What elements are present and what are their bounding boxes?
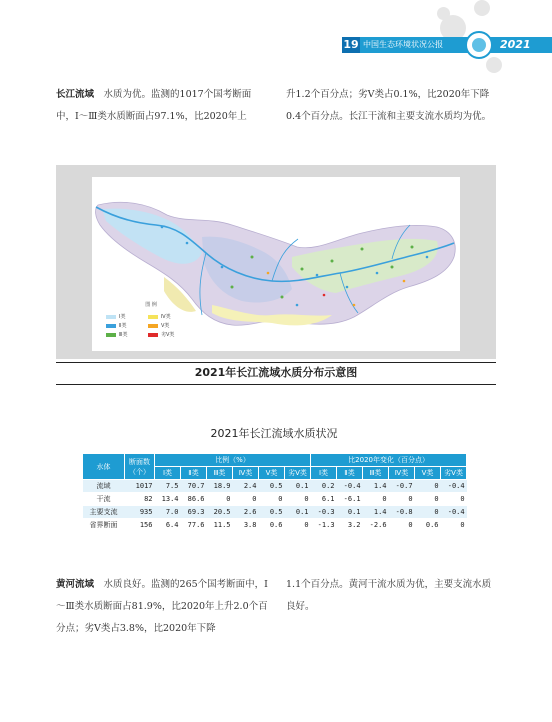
yellow-lead: 黄河流域 bbox=[56, 579, 95, 590]
cell-change: 1.4 bbox=[363, 506, 389, 519]
publication-title: 中国生态环境状况公报 bbox=[363, 40, 443, 49]
legend-item bbox=[106, 322, 148, 329]
cell-change: -0.4 bbox=[337, 480, 363, 493]
table-row bbox=[83, 519, 467, 532]
cell-change: 0.2 bbox=[311, 480, 337, 493]
page-number: 19 bbox=[343, 38, 359, 51]
cell-change: 0.6 bbox=[415, 519, 441, 532]
cell-change: -2.6 bbox=[363, 519, 389, 532]
table-row bbox=[83, 506, 467, 519]
yangtze-text-col1 bbox=[56, 84, 270, 128]
cell-ratio: 7.0 bbox=[155, 506, 181, 519]
yellow-text-col2 bbox=[286, 574, 499, 618]
row-name: 主要支流 bbox=[83, 506, 125, 519]
class-header: 劣Ⅴ类 bbox=[285, 467, 311, 480]
cell-change: 0 bbox=[415, 493, 441, 506]
legend-swatch bbox=[148, 324, 158, 328]
legend-item bbox=[148, 331, 190, 338]
yangtze-body-2: 升1.2个百分点；劣Ⅴ类占0.1%，比2020年下降0.4个百分点。长江干流和主要支流水质均为优。 bbox=[286, 89, 492, 122]
cell-ratio: 69.3 bbox=[181, 506, 207, 519]
legend-item bbox=[106, 331, 148, 338]
cell-change: -0.4 bbox=[441, 506, 467, 519]
class-header: Ⅴ类 bbox=[415, 467, 441, 480]
cell-change: -0.7 bbox=[389, 480, 415, 493]
legend-label: Ⅰ类 bbox=[119, 314, 126, 320]
cell-change: -6.1 bbox=[337, 493, 363, 506]
yellow-text-col1 bbox=[56, 574, 270, 640]
cell-change: -0.3 bbox=[311, 506, 337, 519]
class-header: Ⅲ类 bbox=[207, 467, 233, 480]
class-header: Ⅲ类 bbox=[363, 467, 389, 480]
class-header: Ⅰ类 bbox=[155, 467, 181, 480]
cell-ratio: 2.4 bbox=[233, 480, 259, 493]
class-header: Ⅳ类 bbox=[389, 467, 415, 480]
cell-change: 0 bbox=[441, 519, 467, 532]
legend-item bbox=[148, 322, 190, 329]
cell-change: 0 bbox=[415, 506, 441, 519]
cell-ratio: 86.6 bbox=[181, 493, 207, 506]
cell-change: 6.1 bbox=[311, 493, 337, 506]
cell-ratio: 2.6 bbox=[233, 506, 259, 519]
cell-ratio: 70.7 bbox=[181, 480, 207, 493]
header-ring-icon bbox=[465, 31, 493, 59]
map-canvas bbox=[92, 177, 460, 351]
map-figure bbox=[56, 165, 496, 359]
yellow-body-1: 水质良好。监测的265个国考断面中，Ⅰ～Ⅲ类水质断面占81.9%，比2020年上升2.0个百分点；劣Ⅴ类占3.8%，比2020年下降 bbox=[56, 579, 268, 634]
cell-ratio: 6.4 bbox=[155, 519, 181, 532]
cell-count: 935 bbox=[125, 506, 155, 519]
cell-ratio: 0 bbox=[259, 493, 285, 506]
col-header-water: 水体 bbox=[83, 454, 125, 480]
water-quality-table bbox=[82, 453, 467, 532]
row-name: 干流 bbox=[83, 493, 125, 506]
cell-change: 0 bbox=[389, 519, 415, 532]
row-name: 省界断面 bbox=[83, 519, 125, 532]
legend-swatch bbox=[106, 324, 116, 328]
cell-ratio: 11.5 bbox=[207, 519, 233, 532]
map-legend bbox=[106, 301, 196, 339]
cell-count: 82 bbox=[125, 493, 155, 506]
cell-change: -1.3 bbox=[311, 519, 337, 532]
map-caption: 2021年长江流域水质分布示意图 bbox=[194, 366, 358, 379]
legend-item bbox=[148, 313, 190, 320]
cell-ratio: 0 bbox=[285, 519, 311, 532]
cell-change: 3.2 bbox=[337, 519, 363, 532]
cell-ratio: 3.8 bbox=[233, 519, 259, 532]
yellow-body-2: 1.1个百分点。黄河干流水质为优，主要支流水质良好。 bbox=[286, 579, 492, 612]
cell-ratio: 77.6 bbox=[181, 519, 207, 532]
cell-change: 0 bbox=[363, 493, 389, 506]
cell-ratio: 0.6 bbox=[259, 519, 285, 532]
cell-ratio: 7.5 bbox=[155, 480, 181, 493]
legend-label: Ⅳ类 bbox=[161, 314, 171, 320]
cell-ratio: 18.9 bbox=[207, 480, 233, 493]
class-header: Ⅴ类 bbox=[259, 467, 285, 480]
col-header-sections: 断面数（个） bbox=[125, 454, 155, 480]
table-row bbox=[83, 480, 467, 493]
cell-change: -0.8 bbox=[389, 506, 415, 519]
cell-ratio: 13.4 bbox=[155, 493, 181, 506]
cell-count: 1017 bbox=[125, 480, 155, 493]
cell-ratio: 0.5 bbox=[259, 506, 285, 519]
cell-change: 0 bbox=[415, 480, 441, 493]
legend-swatch bbox=[148, 333, 158, 337]
legend-swatch bbox=[106, 333, 116, 337]
cell-change: 0 bbox=[441, 493, 467, 506]
row-name: 流域 bbox=[83, 480, 125, 493]
class-header: Ⅱ类 bbox=[337, 467, 363, 480]
legend-swatch bbox=[106, 315, 116, 319]
caption-rule-bottom bbox=[56, 384, 496, 385]
class-header: Ⅰ类 bbox=[311, 467, 337, 480]
cell-ratio: 0.5 bbox=[259, 480, 285, 493]
class-header: Ⅳ类 bbox=[233, 467, 259, 480]
legend-title: 图 例 bbox=[145, 302, 157, 308]
legend-swatch bbox=[148, 315, 158, 319]
cell-ratio: 0 bbox=[233, 493, 259, 506]
table-title: 2021年长江流域水质状况 bbox=[210, 427, 338, 440]
yangtze-text-col2 bbox=[286, 84, 499, 128]
decor-circle bbox=[474, 0, 490, 16]
col-header-ratio: 比例（%） bbox=[155, 454, 311, 467]
cell-change: 0 bbox=[389, 493, 415, 506]
legend-label: Ⅱ类 bbox=[119, 323, 127, 329]
cell-ratio: 0.1 bbox=[285, 506, 311, 519]
yangtze-lead: 长江流域 bbox=[56, 89, 95, 100]
class-header: Ⅱ类 bbox=[181, 467, 207, 480]
legend-label: 劣Ⅴ类 bbox=[161, 332, 175, 338]
cell-ratio: 0.1 bbox=[285, 480, 311, 493]
header-year: 2021 bbox=[500, 38, 531, 51]
legend-item bbox=[106, 313, 148, 320]
cell-count: 156 bbox=[125, 519, 155, 532]
yangtze-body-1: 水质为优。监测的1017个国考断面中，Ⅰ～Ⅲ类水质断面占97.1%，比2020年上 bbox=[56, 89, 252, 122]
cell-change: -0.4 bbox=[441, 480, 467, 493]
legend-label: Ⅴ类 bbox=[161, 323, 170, 329]
table-row bbox=[83, 493, 467, 506]
col-header-change: 比2020年变化（百分点） bbox=[311, 454, 467, 467]
decor-circle bbox=[486, 57, 502, 73]
legend-label: Ⅲ类 bbox=[119, 332, 128, 338]
cell-change: 1.4 bbox=[363, 480, 389, 493]
cell-ratio: 0 bbox=[285, 493, 311, 506]
cell-change: 0.1 bbox=[337, 506, 363, 519]
class-header: 劣Ⅴ类 bbox=[441, 467, 467, 480]
cell-ratio: 0 bbox=[207, 493, 233, 506]
cell-ratio: 20.5 bbox=[207, 506, 233, 519]
